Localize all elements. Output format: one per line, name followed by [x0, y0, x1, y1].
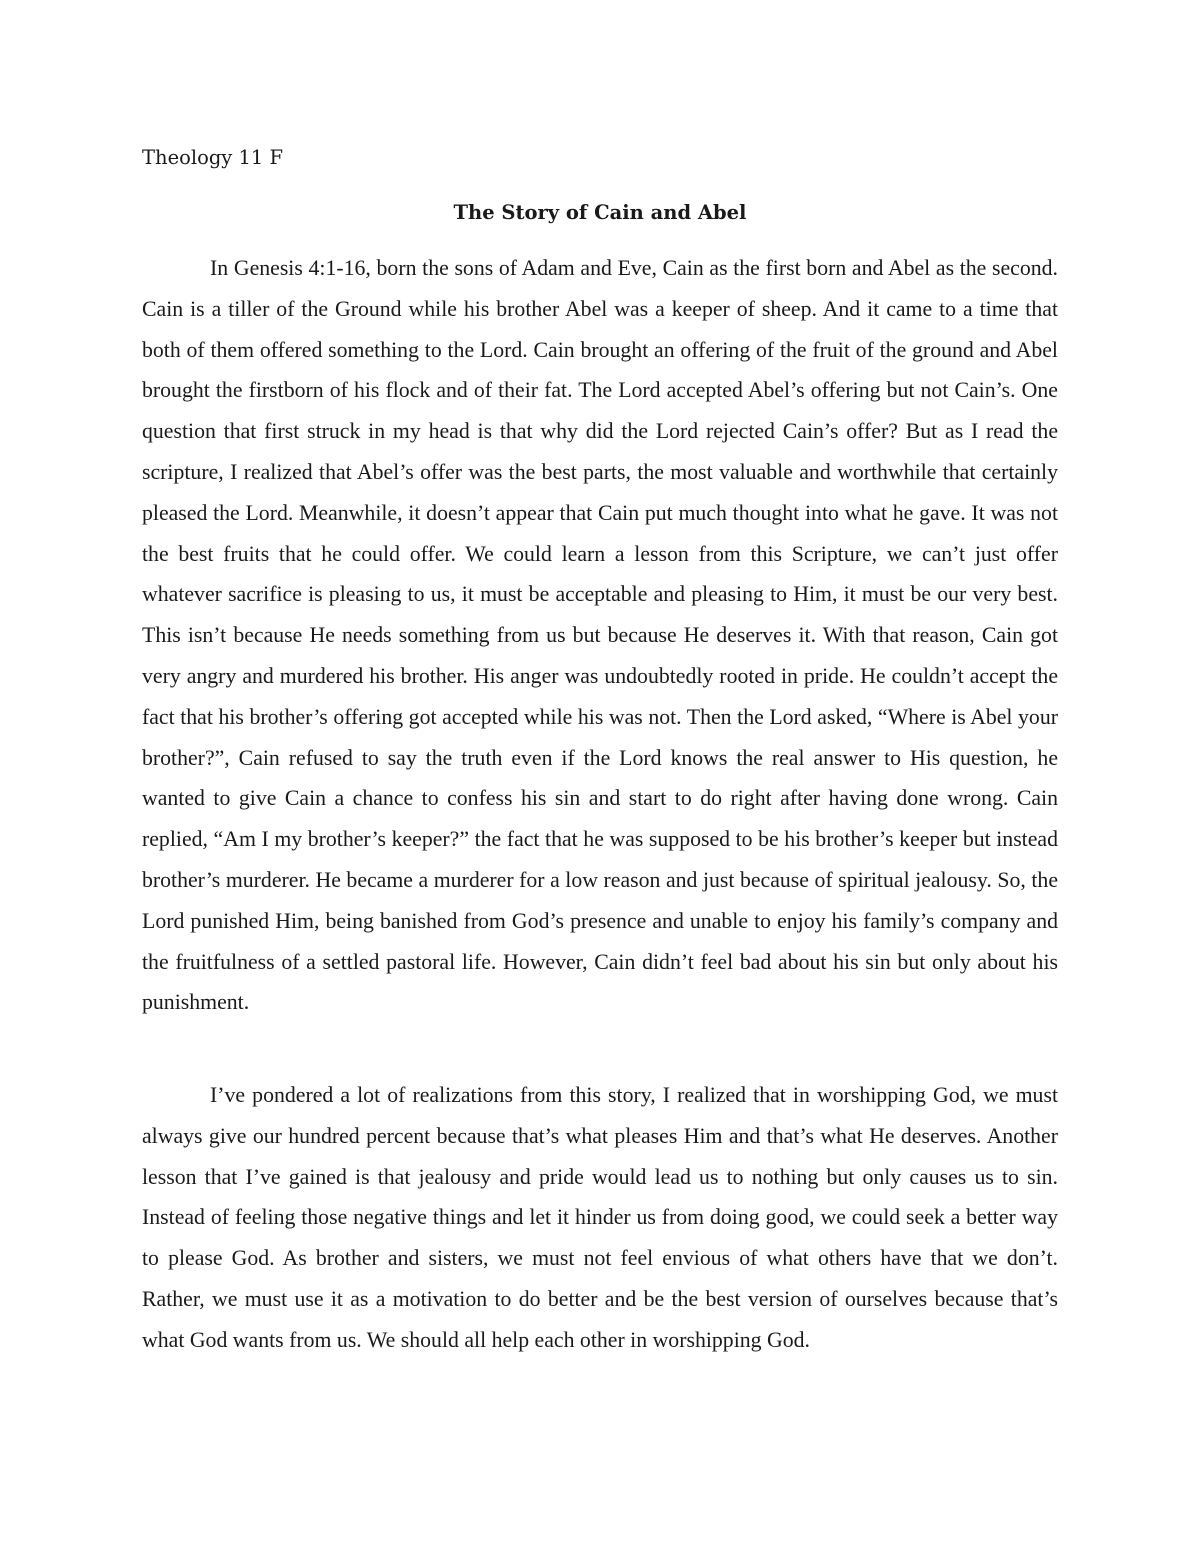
essay-title: The Story of Cain and Abel — [453, 201, 747, 224]
essay-paragraph-2: I’ve pondered a lot of realizations from this story, I realized that in worshipping God, we must always give our hundred percent because that’s what pleases Him and that’s what He deserves. Another lesson that I’ve gained is that jealousy and pride would lead us to nothing but only causes us to sin. Instead of feeling those negative things and let it hinder us from doing good, we could seek a better way to please God. As brother and sisters, we must not feel envious of what others have that we don’t. Rather, we must use it as a motivation to do better and be the best version of ourselves because that’s what God wants from us. We should all help each other in worshipping God. — [142, 1083, 1058, 1352]
essay-paragraph-1: In Genesis 4:1-16, born the sons of Adam and Eve, Cain as the first born and Abel as the second. Cain is a tiller of the Ground while his brother Abel was a keeper of sheep. And it came to a time that both of them offered something to the Lord. Cain brought an offering of the fruit of the ground and Abel brought the firstborn of his flock and of their fat. The Lord accepted Abel’s offering but not Cain’s. One question that first struck in my head is that why did the Lord rejected Cain’s offer? But as I read the scripture, I realized that Abel’s offer was the best parts, the most valuable and worthwhile that certainly pleased the Lord. Meanwhile, it doesn’t appear that Cain put much thought into what he gave. It was not the best fruits that he could offer. We could learn a lesson from this Scripture, we can’t just offer whatever sacrifice is pleasing to us, it must be acceptable and pleasing to Him, it must be our very best. This isn’t because He needs something from us but because He deserves it. With that reason, Cain got very angry and murdered his brother. His anger was undoubtedly rooted in pride. He couldn’t accept the fact that his brother’s offering got accepted while his was not. Then the Lord asked, “Where is Abel your brother?”, Cain refused to say the truth even if the Lord knows the real answer to His question, he wanted to give Cain a chance to confess his sin and start to do right after having done wrong. Cain replied, “Am I my brother’s keeper?” the fact that he was supposed to be his brother’s keeper but instead brother’s murderer. He became a murderer for a low reason and just because of spiritual jealousy. So, the Lord punished Him, being banished from God’s presence and unable to enjoy his family’s company and the fruitfulness of a settled pastoral life. However, Cain didn’t feel bad about his sin but only about his punishment. — [142, 256, 1058, 1015]
course-header: Theology 11 F — [142, 146, 284, 169]
